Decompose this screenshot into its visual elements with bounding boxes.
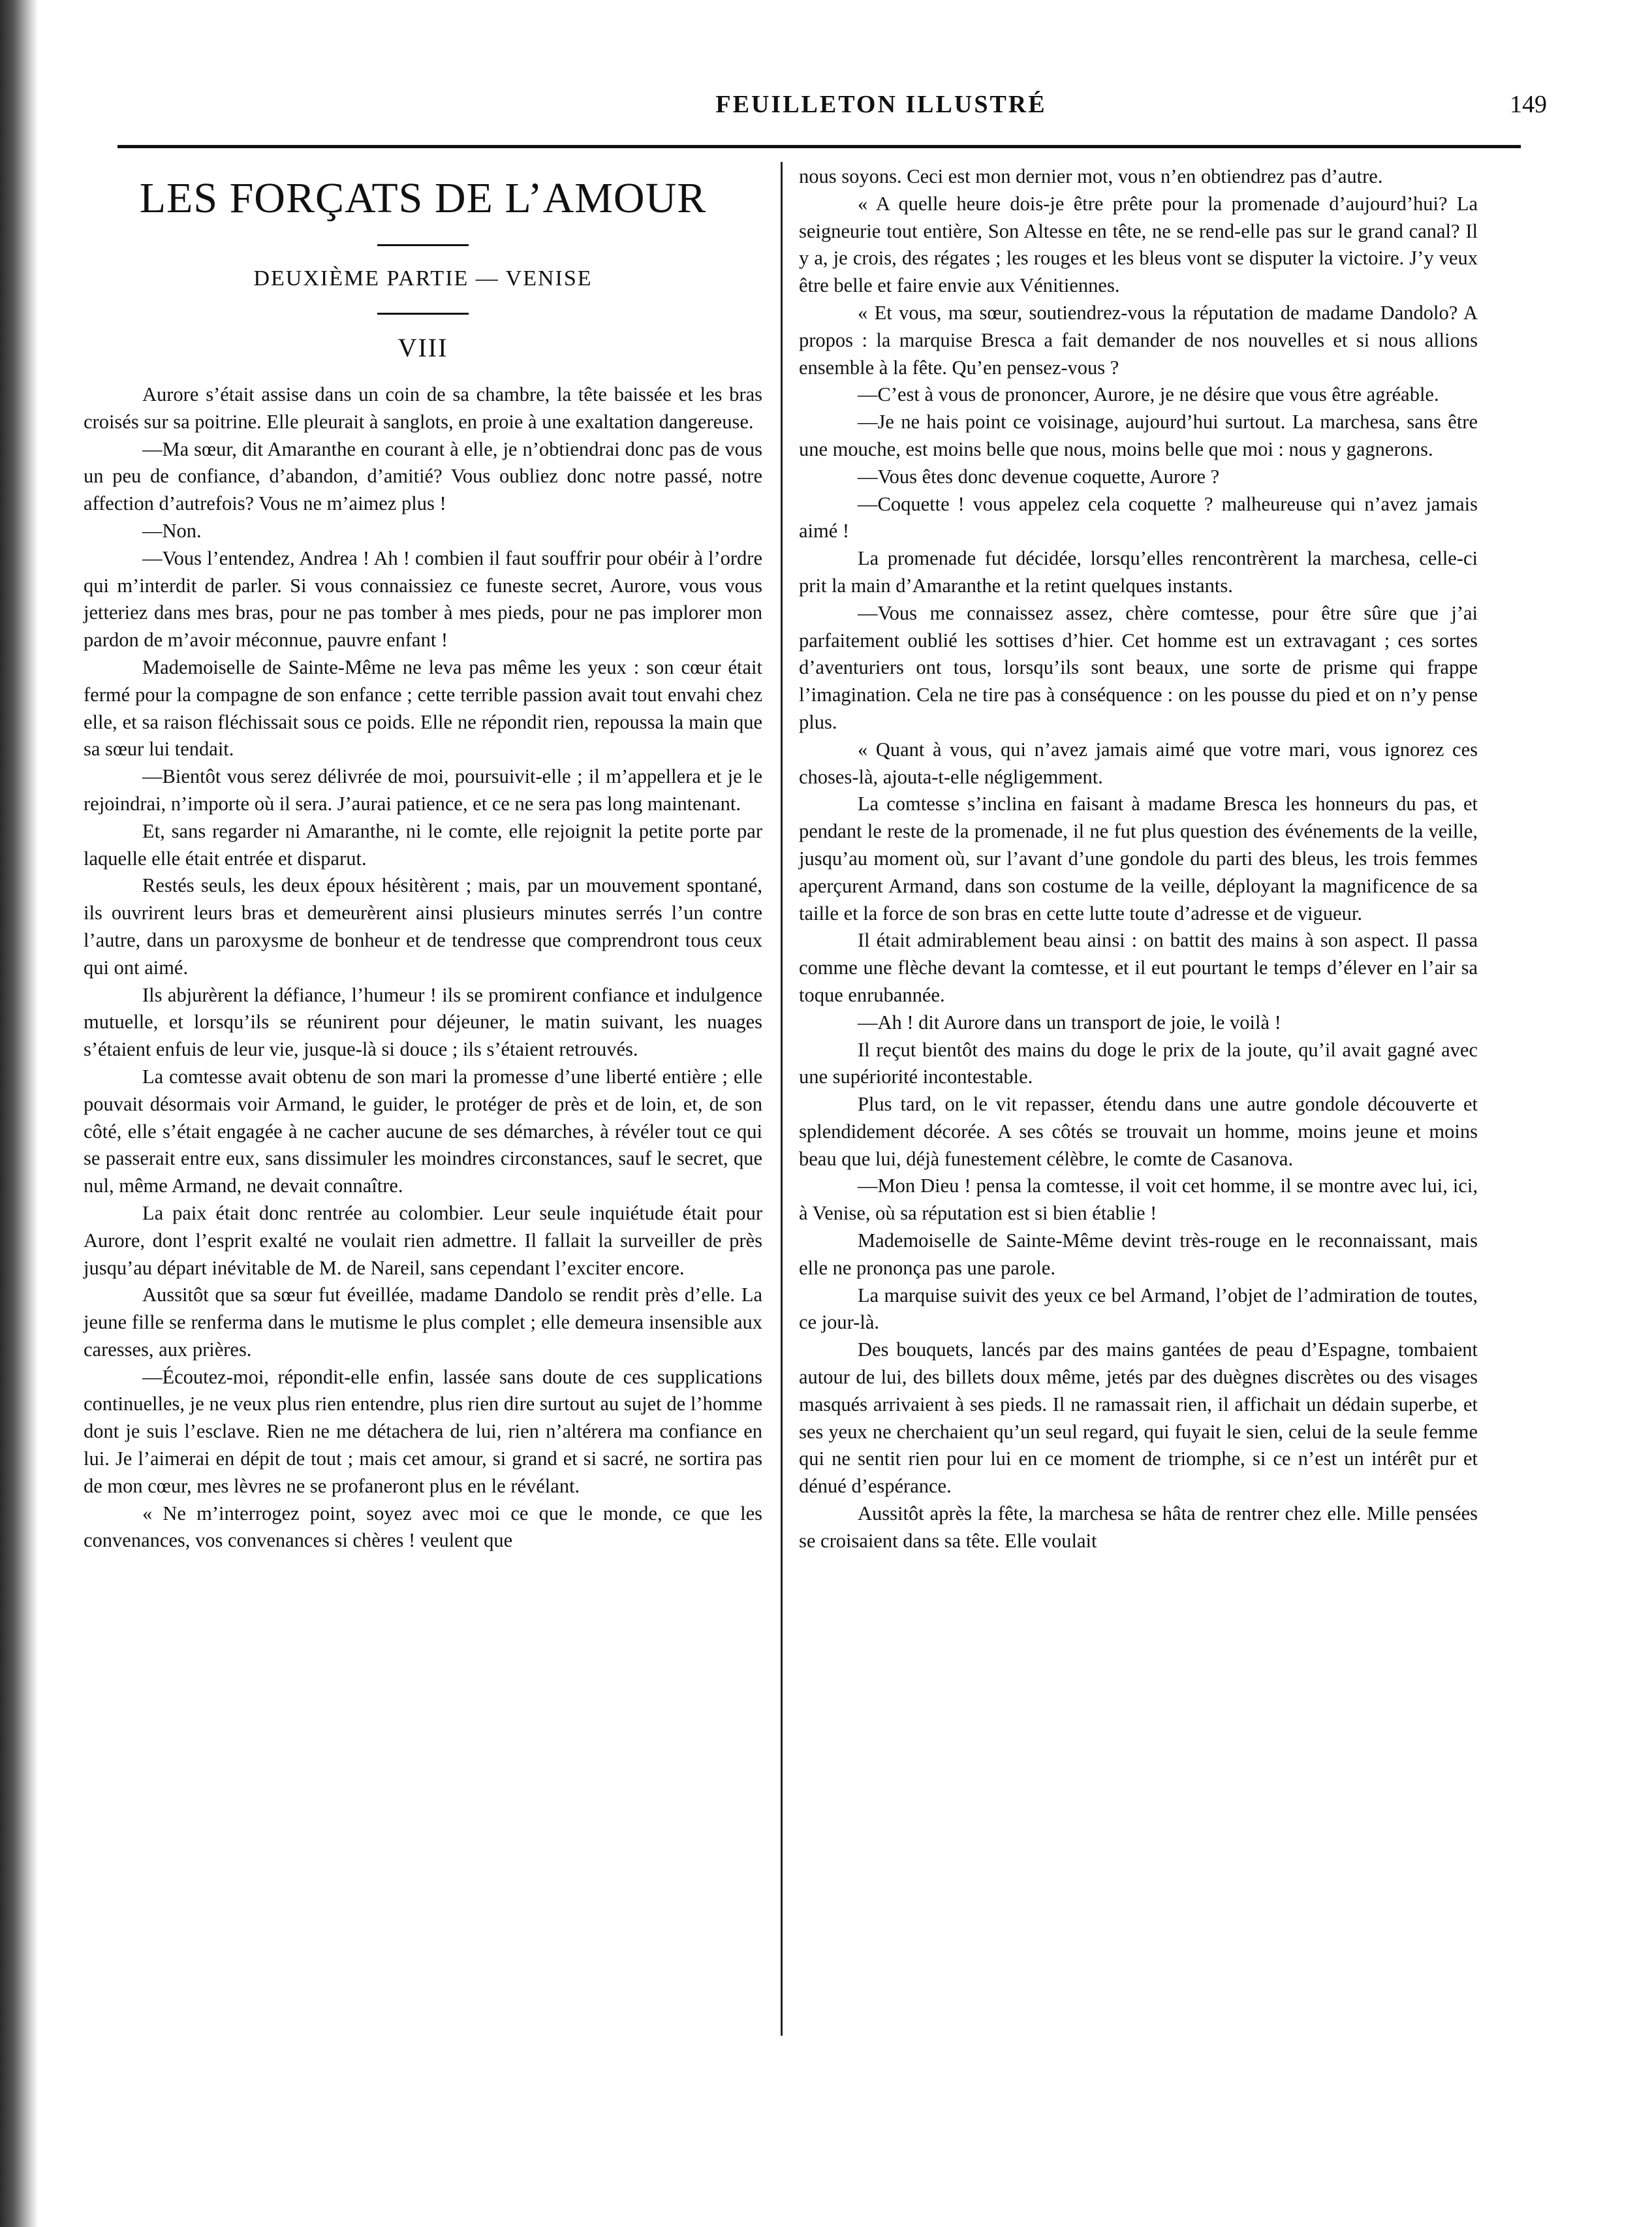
paragraph-continuation: nous soyons. Ceci est mon dernier mot, vous n’en obtiendrez pas d’autre. bbox=[799, 165, 1383, 187]
paragraph: —Non. bbox=[142, 519, 202, 542]
paragraph: —Vous êtes donc devenue coquette, Aurore ? bbox=[858, 465, 1220, 488]
left-column bbox=[84, 163, 762, 1555]
column-divider bbox=[781, 162, 783, 2036]
right-column bbox=[799, 163, 1478, 1555]
paragraph: « Quant à vous, qui n’avez jamais aimé que votre mari, vous ignorez ces choses-là, ajouta-t-elle négligemment. bbox=[799, 738, 1478, 788]
part-rule bbox=[377, 313, 469, 315]
paragraph: Des bouquets, lancés par des mains gantées de peau d’Espagne, tombaient autour de lui, des billets doux même, jetés par des duègnes discrètes ou des visages masqués arrivaient à ses pieds. Il ne ramassait rien, il affichait un dédain superbe, et ses yeux ne cherchaient qu’un seul regard, qui fuyait le sien, celui de la seule femme qui ne sentit rien pour lui en ce moment de triomphe, si ce n’est un intérêt pur et dénué d’espérance. bbox=[799, 1338, 1478, 1498]
paragraph: Ils abjurèrent la défiance, l’humeur ! ils se promirent confiance et indulgence mutuelle, et lorsqu’ils se réunirent pour déjeuner, le matin suivant, les nuages s’étaient enfuis de leur vie, jusque-là si douce ; ils s’étaient retrouvés. bbox=[84, 983, 762, 1061]
paragraph: Restés seuls, les deux époux hésitèrent ; mais, par un mouvement spontané, ils ouvrirent leurs bras et demeurèrent ainsi plusieurs minutes serrés l’un contre l’autre, dans un paroxysme de bonheur et de tendresse que comprendront tous ceux qui ont aimé. bbox=[84, 874, 762, 979]
paragraph: « Ne m’interrogez point, soyez avec moi ce que le monde, ce que les convenances, vos convenances si chères ! veulent que bbox=[84, 1502, 762, 1552]
paragraph: La comtesse s’inclina en faisant à madame Bresca les honneurs du pas, et pendant le reste de la promenade, il ne fut plus question des événements de la veille, jusqu’au moment où, sur l’avant d’une gondole du parti des bleus, les trois femmes aperçurent Armand, dans son costume de la veille, déployant la magnificence de sa taille et la force de son bras en cette lutte toute d’adresse et de vigueur. bbox=[799, 793, 1478, 924]
paragraph: —Ah ! dit Aurore dans un transport de joie, le voilà ! bbox=[858, 1011, 1281, 1034]
paragraph: Mademoiselle de Sainte-Même ne leva pas même les yeux : son cœur était fermé pour la compagne de son enfance ; cette terrible passion avait tout envahi chez elle, et sa raison fléchissait sous ce poids. Elle ne répondit rien, repoussa la main que sa sœur lui tendait. bbox=[84, 655, 762, 761]
paragraph: —Ma sœur, dit Amaranthe en courant à elle, je n’obtiendrai donc pas de vous un peu de confiance, d’abandon, d’amitié? Vous oubliez donc notre passé, notre affection d’autrefois? Vous ne m’aimez plus ! bbox=[84, 437, 762, 515]
page-number: 149 bbox=[1510, 91, 1547, 118]
paragraph: La marquise suivit des yeux ce bel Armand, l’objet de l’admiration de toutes, ce jour-là. bbox=[799, 1284, 1478, 1334]
header-rule bbox=[117, 145, 1521, 148]
scanned-page-edge bbox=[0, 0, 38, 2227]
title-rule bbox=[377, 244, 469, 246]
paragraph: —Coquette ! vous appelez cela coquette ? malheureuse qui n’avez jamais aimé ! bbox=[799, 492, 1478, 543]
running-title: FEUILLETON ILLUSTRÉ bbox=[715, 91, 1047, 118]
paragraph: « A quelle heure dois-je être prête pour la promenade d’aujourd’hui? La seigneurie tout entière, Son Altesse en tête, ne se rend-elle pas sur le grand canal? Il y a, je crois, des régates ; les rouges et les bleus vont se disputer la victoire. J’y veux être belle et faire envie aux Vénitiennes. bbox=[799, 192, 1478, 297]
page-header bbox=[124, 90, 1573, 129]
paragraph: —Vous l’entendez, Andrea ! Ah ! combien il faut souffrir pour obéir à l’ordre qui m’interdit de parler. Si vous connaissiez ce funeste secret, Aurore, vous vous jetteriez dans mes bras, pour ne pas tomber à mes pieds, pour ne pas implorer mon pardon de m’avoir méconnue, pauvre enfant ! bbox=[84, 546, 762, 652]
paragraph: —C’est à vous de prononcer, Aurore, je ne désire que vous être agréable. bbox=[858, 383, 1439, 406]
part-title: DEUXIÈME PARTIE — VENISE bbox=[253, 266, 593, 291]
paragraph: —Je ne hais point ce voisinage, aujourd’hui surtout. La marchesa, sans être une mouche, est moins belle que nous, moins belle que moi : nous y gagnerons. bbox=[799, 411, 1478, 460]
paragraph: —Bientôt vous serez délivrée de moi, poursuivit-elle ; il m’appellera et je le rejoindrai, n’importe où il sera. J’aurai patience, et ce ne sera pas long maintenant. bbox=[84, 765, 762, 815]
paragraph: La comtesse avait obtenu de son mari la promesse d’une liberté entière ; elle pouvait désormais voir Armand, le guider, le protéger de près et de loin, et, de son côté, elle s’était engagée à ne cacher aucune de ses démarches, à révéler tout ce qui se passerait entre eux, sans dissimuler les moindres circonstances, sauf le secret, que nul, même Armand, ne devait connaître. bbox=[84, 1065, 762, 1197]
paragraph: Aussitôt que sa sœur fut éveillée, madame Dandolo se rendit près d’elle. La jeune fille se renferma dans le mutisme le plus complet ; elle demeura insensible aux caresses, aux prières. bbox=[84, 1284, 762, 1361]
paragraph: —Mon Dieu ! pensa la comtesse, il voit cet homme, il se montre avec lui, ici, à Venise, où sa réputation est si bien établie ! bbox=[799, 1175, 1478, 1225]
paragraph: Il reçut bientôt des mains du doge le prix de la joute, qu’il avait gagné avec une supériorité incontestable. bbox=[799, 1038, 1478, 1088]
paragraph: Aussitôt après la fête, la marchesa se hâta de rentrer chez elle. Mille pensées se croisaient dans sa tête. Elle voulait bbox=[799, 1502, 1478, 1552]
paragraph: —Écoutez-moi, répondit-elle enfin, lassée sans doute de ces supplications continuelles, je ne veux plus rien entendre, plus rien dire surtout au sujet de l’homme dont je suis l’esclave. Rien ne me détachera de lui, rien n’altérera ma confiance en lui. Je l’aimerai en dépit de tout ; mais cet amour, si grand et si sacré, ne sortira pas de mon cœur, mes lèvres ne se profaneront plus en le révélant. bbox=[84, 1365, 762, 1497]
paragraph: Mademoiselle de Sainte-Même devint très-rouge en le reconnaissant, mais elle ne prononça pas une parole. bbox=[799, 1229, 1478, 1279]
paragraph: Aurore s’était assise dans un coin de sa chambre, la tête baissée et les bras croisés sur sa poitrine. Elle pleurait à sanglots, en proie à une exaltation dangereuse. bbox=[84, 383, 762, 433]
paragraph: La promenade fut décidée, lorsqu’elles rencontrèrent la marchesa, celle-ci prit la main d’Amaranthe et la retint quelques instants. bbox=[799, 547, 1478, 597]
paragraph: —Vous me connaissez assez, chère comtesse, pour être sûre que j’ai parfaitement oublié les sottises d’hier. Cet homme est un extravagant ; ces sortes d’aventuriers ont tous, lorsqu’ils sont beaux, une sorte de prisme qui frappe l’imagination. Cela ne tire pas à conséquence : on les pousse du pied et on n’y pense plus. bbox=[799, 601, 1478, 733]
paragraph: Il était admirablement beau ainsi : on battit des mains à son aspect. Il passa comme une flèche devant la comtesse, et il eut pourtant le temps d’élever en l’air sa toque enrubannée. bbox=[799, 929, 1478, 1006]
paragraph: Et, sans regarder ni Amaranthe, ni le comte, elle rejoignit la petite porte par laquelle elle était entrée et disparut. bbox=[84, 819, 762, 870]
chapter-number: VIII bbox=[397, 333, 448, 362]
paragraph: Plus tard, on le vit repasser, étendu dans une autre gondole découverte et splendidement décorée. A ses côtés se trouvait un homme, moins jeune et moins beau que lui, déjà funestement célèbre, le comte de Casanova. bbox=[799, 1093, 1478, 1170]
story-title: LES FORÇATS DE L’AMOUR bbox=[139, 174, 707, 222]
paragraph: « Et vous, ma sœur, soutiendrez-vous la réputation de madame Dandolo? A propos : la marquise Bresca a fait demander de nos nouvelles et si nous allions ensemble à la fête. Qu’en pensez-vous ? bbox=[799, 301, 1478, 379]
paragraph: La paix était donc rentrée au colombier. Leur seule inquiétude était pour Aurore, dont l’esprit exalté ne voulait rien admettre. Il fallait la surveiller de près jusqu’au départ inévitable de M. de Nareil, sans cependant l’exciter encore. bbox=[84, 1201, 762, 1279]
